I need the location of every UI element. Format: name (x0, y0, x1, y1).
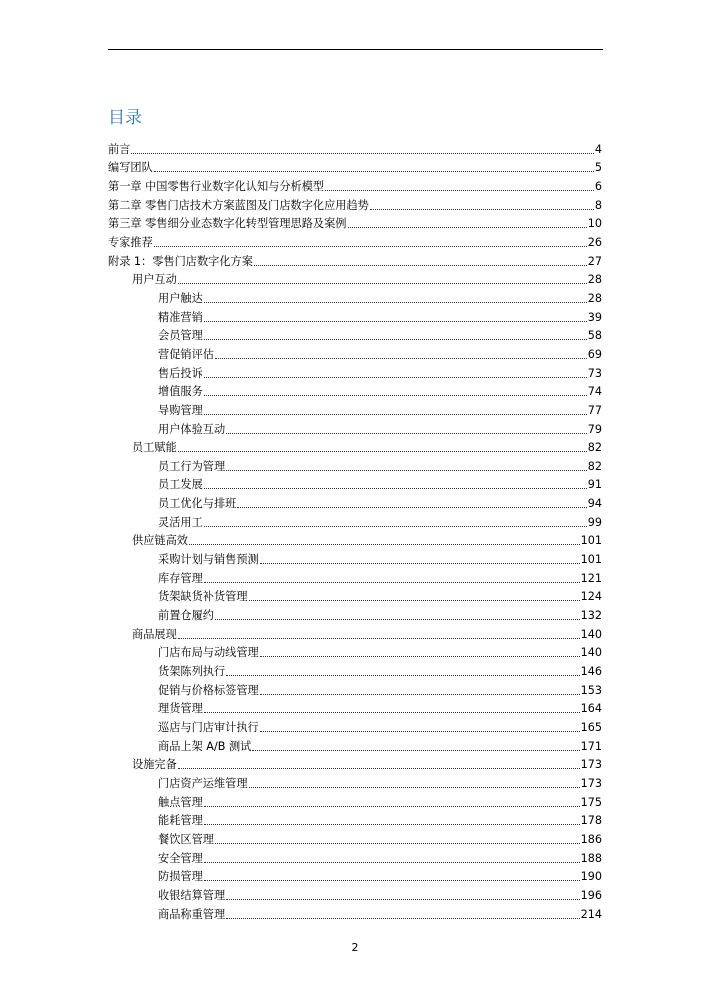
toc-entry-label: 库存管理 (158, 571, 203, 585)
toc-entry-page: 121 (580, 571, 602, 585)
toc-entry-page: 171 (580, 739, 602, 753)
toc-entry-label: 专家推荐 (108, 235, 153, 249)
toc-entry-label: 用户互动 (132, 273, 177, 287)
toc-entry[interactable] (108, 362, 602, 381)
toc-entry[interactable] (108, 511, 602, 530)
toc-entry[interactable] (108, 437, 602, 456)
toc-entry-label: 货架陈列执行 (158, 665, 226, 679)
toc-dot-leader (252, 750, 579, 751)
toc-entry[interactable] (108, 287, 602, 306)
toc-entry-label: 商品上架 A/B 测试 (158, 739, 252, 753)
toc-entry-page: 77 (587, 403, 602, 417)
toc-entry-label: 促销与价格标签管理 (158, 683, 259, 697)
toc-entry[interactable] (108, 492, 602, 511)
toc-entry-page: 79 (587, 422, 602, 436)
toc-entry[interactable] (108, 903, 602, 922)
toc-entry-page: 26 (587, 235, 602, 249)
toc-entry[interactable] (108, 175, 602, 194)
toc-entry-label: 安全管理 (158, 851, 203, 865)
toc-entry-page: 6 (594, 179, 602, 193)
toc-entry[interactable] (108, 847, 602, 866)
toc-entry-label: 员工行为管理 (158, 459, 226, 473)
toc-entry-label: 附录 1：零售门店数字化方案 (108, 254, 253, 268)
toc-entry-label: 防损管理 (158, 870, 203, 884)
toc-dot-leader (178, 451, 587, 452)
toc-entry[interactable] (108, 604, 602, 623)
toc-entry[interactable] (108, 586, 602, 605)
toc-dot-leader (204, 321, 587, 322)
toc-entry-page: 153 (580, 683, 602, 697)
toc-dot-leader (215, 843, 580, 844)
toc-dot-leader (226, 433, 587, 434)
toc-entry-label: 采购计划与销售预测 (158, 553, 259, 567)
toc-entry-label: 前置仓履约 (158, 609, 214, 623)
toc-dot-leader (204, 526, 587, 527)
toc-entry-page: 190 (580, 870, 602, 884)
header-rule (108, 49, 603, 50)
toc-entry-label: 精准营销 (158, 310, 203, 324)
toc-entry-page: 101 (580, 534, 602, 548)
toc-dot-leader (204, 880, 580, 881)
toc-entry-page: 8 (594, 198, 602, 212)
toc-dot-leader (178, 768, 580, 769)
toc-entry-label: 员工优化与排班 (158, 497, 237, 511)
toc-entry-page: 58 (587, 329, 602, 343)
toc-entry-page: 91 (587, 478, 602, 492)
toc-entry-label: 门店布局与动线管理 (158, 646, 259, 660)
toc-dot-leader (178, 638, 580, 639)
toc-entry-label: 编写团队 (108, 161, 153, 175)
toc-dot-leader (249, 787, 580, 788)
toc-entry-label: 灵活用工 (158, 515, 203, 529)
toc-entry-label: 用户体验互动 (158, 422, 226, 436)
toc-entry-page: 173 (580, 758, 602, 772)
toc-entry-page: 5 (594, 161, 602, 175)
toc-entry-label: 供应链高效 (132, 534, 188, 548)
toc-entry-page: 4 (594, 142, 602, 156)
toc-entry[interactable] (108, 306, 602, 325)
toc-entry-label: 巡店与门店审计执行 (158, 721, 259, 734)
toc-entry-page: 69 (587, 347, 602, 361)
toc-entry-label: 第一章 中国零售行业数字化认知与分析模型 (108, 179, 325, 193)
toc-dot-leader (370, 209, 594, 210)
toc-entry[interactable] (108, 642, 602, 661)
toc-entry[interactable] (108, 828, 602, 847)
toc-entry[interactable] (108, 269, 602, 288)
toc-entry-page: 186 (580, 832, 602, 846)
toc-entry[interactable] (108, 810, 602, 829)
toc-entry-page: 124 (580, 590, 602, 604)
toc-entry[interactable] (108, 698, 602, 717)
toc-entry-label: 会员管理 (158, 329, 203, 343)
toc-entry[interactable] (108, 623, 602, 642)
toc-dot-leader (237, 507, 586, 508)
toc-entry[interactable] (108, 772, 602, 791)
toc-dot-leader (215, 619, 580, 620)
toc-dot-leader (226, 470, 587, 471)
toc-entry[interactable] (108, 567, 602, 586)
toc-entry-label: 售后投诉 (158, 366, 203, 380)
toc-dot-leader (204, 302, 587, 303)
toc-entry-page: 82 (587, 459, 602, 473)
toc-entry[interactable] (108, 231, 602, 250)
toc-entry[interactable] (108, 679, 602, 698)
toc-dot-leader (226, 675, 580, 676)
toc-entry-label: 商品称重管理 (158, 907, 226, 921)
toc-entry[interactable] (108, 455, 602, 474)
toc-entry[interactable] (108, 660, 602, 679)
toc-dot-leader (131, 153, 593, 154)
toc-entry-label: 员工发展 (158, 478, 203, 492)
toc-entry-label: 增值服务 (158, 385, 203, 399)
toc-entry-label: 导购管理 (158, 403, 203, 417)
toc-entry-label: 收银结算管理 (158, 888, 226, 902)
toc-entry-page: 165 (580, 721, 602, 734)
toc-entry-label: 触点管理 (158, 795, 203, 809)
toc-dot-leader (204, 712, 580, 713)
toc-entry-page: 28 (587, 291, 602, 305)
toc-dot-leader (204, 339, 587, 340)
toc-dot-leader (260, 694, 580, 695)
toc-dot-leader (260, 656, 580, 657)
toc-entry-page: 140 (580, 646, 602, 660)
table-of-contents (108, 138, 602, 922)
toc-entry-page: 188 (580, 851, 602, 865)
toc-dot-leader (154, 246, 587, 247)
toc-entry-page: 178 (580, 814, 602, 828)
toc-dot-leader (204, 414, 587, 415)
toc-entry-label: 用户触达 (158, 291, 203, 305)
toc-entry[interactable] (108, 138, 602, 157)
toc-entry[interactable] (108, 157, 602, 176)
toc-dot-leader (204, 862, 580, 863)
toc-entry[interactable] (108, 716, 602, 735)
toc-entry[interactable] (108, 343, 602, 362)
toc-dot-leader (254, 265, 587, 266)
toc-entry-page: 10 (587, 217, 602, 231)
toc-entry-page: 101 (580, 553, 602, 567)
toc-entry-label: 门店资产运维管理 (158, 776, 248, 790)
toc-entry-label: 前言 (108, 142, 131, 156)
toc-entry-label: 能耗管理 (158, 814, 203, 828)
toc-entry-page: 27 (587, 254, 602, 268)
toc-dot-leader (215, 358, 587, 359)
toc-entry-page: 173 (580, 776, 602, 790)
toc-entry-page: 164 (580, 702, 602, 716)
toc-entry-label: 第二章 零售门店技术方案蓝图及门店数字化应用趋势 (108, 198, 369, 212)
toc-title: 目录 (108, 108, 142, 128)
toc-entry-page: 28 (587, 273, 602, 287)
toc-dot-leader (204, 395, 587, 396)
toc-entry[interactable] (108, 754, 602, 773)
toc-dot-leader (204, 824, 580, 825)
toc-entry-page: 196 (580, 888, 602, 902)
toc-entry[interactable] (108, 884, 602, 903)
toc-dot-leader (204, 377, 587, 378)
page-number: 2 (351, 941, 359, 954)
toc-entry[interactable] (108, 866, 602, 885)
toc-dot-leader (348, 227, 587, 228)
toc-entry[interactable] (108, 735, 602, 754)
toc-entry-page: 94 (587, 497, 602, 511)
toc-entry-page: 146 (580, 665, 602, 679)
toc-dot-leader (325, 190, 594, 191)
toc-entry[interactable] (108, 791, 602, 810)
toc-dot-leader (260, 731, 580, 732)
toc-entry-page: 140 (580, 627, 602, 641)
toc-entry[interactable] (108, 418, 602, 437)
toc-entry-label: 员工赋能 (132, 441, 177, 455)
toc-dot-leader (204, 582, 580, 583)
toc-entry[interactable] (108, 325, 602, 344)
toc-entry[interactable] (108, 194, 602, 213)
toc-entry-page: 39 (587, 310, 602, 324)
toc-entry-label: 商品展现 (132, 627, 177, 641)
toc-entry-page: 73 (587, 366, 602, 380)
toc-entry-label: 设施完备 (132, 758, 177, 772)
toc-entry-page: 99 (587, 515, 602, 529)
toc-entry-label: 第三章 零售细分业态数字化转型管理思路及案例 (108, 217, 347, 231)
toc-dot-leader (154, 171, 594, 172)
toc-dot-leader (189, 544, 580, 545)
toc-entry-page: 214 (580, 907, 602, 921)
toc-entry[interactable] (108, 474, 602, 493)
toc-entry[interactable] (108, 548, 602, 567)
toc-dot-leader (260, 563, 580, 564)
toc-entry-page: 175 (580, 795, 602, 809)
toc-dot-leader (249, 600, 580, 601)
toc-entry[interactable] (108, 399, 602, 418)
toc-entry-page: 74 (587, 385, 602, 399)
toc-entry-label: 餐饮区管理 (158, 832, 214, 846)
toc-entry[interactable] (108, 250, 602, 269)
toc-entry-label: 货架缺货补货管理 (158, 590, 248, 604)
toc-dot-leader (226, 899, 580, 900)
toc-entry-label: 营促销评估 (158, 347, 214, 361)
toc-entry[interactable] (108, 381, 602, 400)
toc-entry[interactable] (108, 530, 602, 549)
toc-dot-leader (226, 918, 580, 919)
toc-dot-leader (178, 283, 587, 284)
toc-dot-leader (204, 806, 580, 807)
toc-entry-label: 理货管理 (158, 702, 203, 716)
toc-dot-leader (204, 488, 587, 489)
toc-entry-page: 82 (587, 441, 602, 455)
toc-entry[interactable] (108, 213, 602, 232)
toc-entry-page: 132 (580, 609, 602, 623)
